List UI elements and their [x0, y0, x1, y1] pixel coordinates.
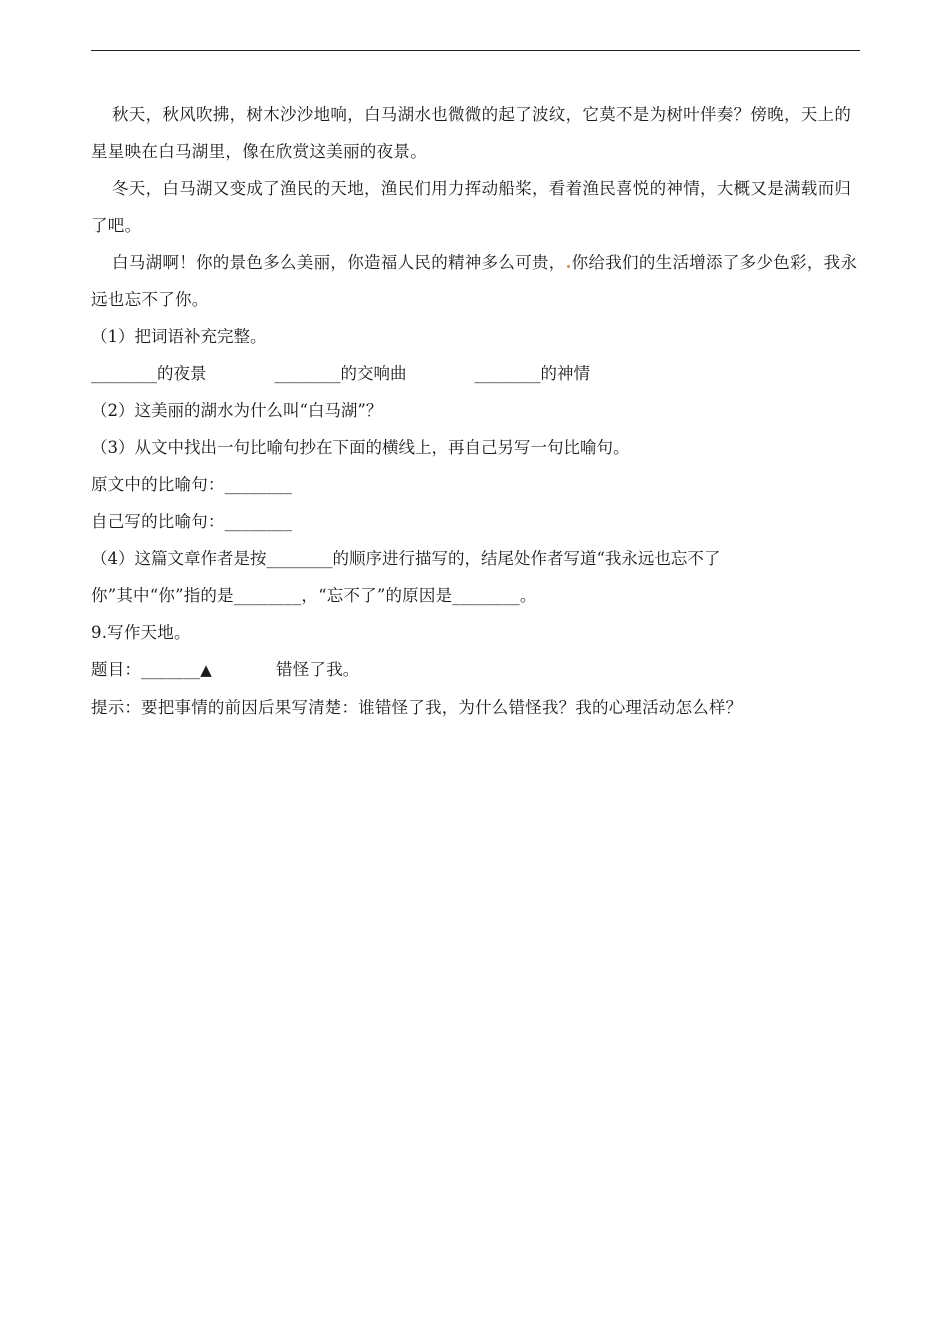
blank-3[interactable]: ________ — [474, 364, 541, 383]
question-4-part-2: 你”其中“你”指的是________，“忘不了”的原因是________。 — [91, 586, 537, 605]
question-1-blanks — [91, 355, 861, 392]
document-body — [91, 96, 861, 726]
essay-title-suffix: 错怪了我。 — [276, 660, 360, 679]
header-rule — [91, 50, 860, 51]
essay-hint: 提示：要把事情的前因后果写清楚：谁错怪了我，为什么错怪我？我的心理活动怎么样？ — [91, 698, 743, 717]
question-2-label: （2）这美丽的湖水为什么叫“白马湖”？ — [91, 401, 383, 420]
stray-dot: . — [565, 253, 572, 272]
blank-1[interactable]: ________ — [91, 364, 157, 383]
blank-2-suffix: 的交响曲 — [340, 364, 407, 383]
question-1-label: （1）把词语补充完整。 — [91, 327, 267, 346]
question-4-part-1: （4）这篇文章作者是按________的顺序进行描写的，结尾处作者写道“我永远也忘不了 — [91, 549, 721, 568]
question-3-label: （3）从文中找出一句比喻句抄在下面的横线上，再自己另写一句比喻句。 — [91, 438, 630, 457]
question-3-original-simile[interactable]: 原文中的比喻句：________ — [91, 475, 293, 494]
blank-3-suffix: 的神情 — [540, 364, 590, 383]
essay-title-line — [91, 651, 861, 689]
blank-2[interactable]: ________ — [274, 364, 341, 383]
section-9-heading: 9.写作天地。 — [91, 623, 191, 642]
triangle-marker-icon: ▲ — [200, 661, 212, 679]
blank-1-suffix: 的夜景 — [157, 364, 207, 383]
closing-text-1: 白马湖啊！你的景色多么美丽，你造福人民的精神多么可贵， — [112, 253, 566, 272]
essay-title-prefix[interactable]: 题目：_______ — [91, 660, 201, 679]
paragraph-closing — [91, 244, 861, 318]
paragraph-winter: 冬天，白马湖又变成了渔民的天地，渔民们用力挥动船桨，看着渔民喜悦的神情，大概又是满载而归了吧。 — [91, 179, 852, 235]
closing-text-2: 你给我们的生活增添了多少色彩，我永远也忘不了你。 — [91, 253, 858, 309]
question-3-own-simile[interactable]: 自己写的比喻句：________ — [91, 512, 293, 531]
paragraph-autumn: 秋天，秋风吹拂，树木沙沙地响，白马湖水也微微的起了波纹，它莫不是为树叶伴奏？傍晚，天上的星星映在白马湖里，像在欣赏这美丽的夜景。 — [91, 105, 852, 161]
